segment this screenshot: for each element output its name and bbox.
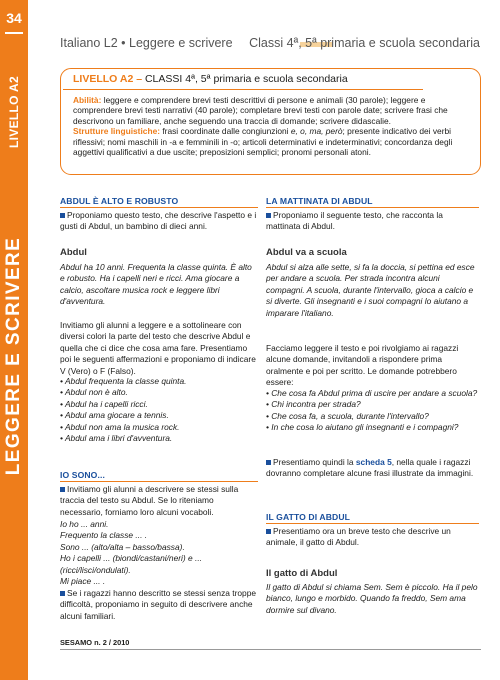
bullet-square-icon (60, 591, 65, 596)
traccia-list (60, 519, 258, 587)
statement-item: • Abdul non è alto. (60, 387, 128, 398)
text-body-gatto: Il gatto di Abdul si chiama Sem. Sem è piccolo. Ha il pelo bianco, lungo e morbido. Quando fa freddo, Sem ama dormire sul divano. (266, 582, 478, 615)
traccia-item: Sono ... (alto/alta – basso/bassa). (60, 541, 185, 552)
level-box-body (73, 95, 473, 157)
statement-item: • Abdul non ama la musica rock. (60, 421, 180, 432)
scheda-link[interactable]: scheda 5 (355, 457, 392, 467)
strutture-text-1: frasi coordinate dalle congiunzioni (160, 126, 291, 137)
page-number: 34 (6, 10, 22, 26)
scheda-paragraph: Presentiamo quindi la scheda 5, nella quale i ragazzi dovranno completare alcune frasi illustrate da immagini. (266, 457, 474, 479)
section-title-rule (60, 481, 258, 482)
questions-list (266, 388, 479, 434)
section-title-io-sono: IO SONO... (60, 470, 105, 480)
intro-paragraph: Proponiamo questo testo, che descrive l'aspetto e i gusti di Abdul, un bambino di dieci anni. (60, 210, 257, 232)
bullet-square-icon (60, 487, 65, 492)
text-title-gatto: Il gatto di Abdul (266, 568, 338, 579)
bullet-square-icon (266, 529, 271, 534)
text-title-va-a-scuola: Abdul va a scuola (266, 247, 347, 258)
io-sono-paragraph: Invitiamo gli alunni a descrivere se stessi sulla traccia del testo su Abdul. Se lo riteniamo necessario, forniamo loro alcuni vocaboli. (60, 484, 239, 517)
running-header (60, 36, 480, 54)
traccia-item: Frequento la classe ... . (60, 530, 148, 541)
bullet-square-icon (60, 213, 65, 218)
abilita-text: leggere e comprendere brevi testi descrittivi di persone e animali (30 parole); leggere e comprendere brevi testi narrativi (40 parole); completare brevi testi con parole date; scrivere frasi che descrivono un familiare, anche seguendo una traccia di domande; scrivere didascalie. (73, 95, 448, 126)
section-title-rule (60, 207, 258, 208)
footer-rule (60, 649, 481, 650)
question-item: • Che cosa fa, a scuola, durante l'intervallo? (266, 410, 429, 421)
statements-list (60, 376, 258, 444)
section-title-rule (266, 207, 479, 208)
statement-item: • Abdul frequenta la classe quinta. (60, 376, 187, 386)
bullet-square-icon (266, 213, 271, 218)
bullet-square-icon (266, 460, 271, 465)
statement-item: • Abdul ha i capelli ricci. (60, 398, 148, 409)
strutture-conjunctions: e, o, ma, però (290, 126, 343, 137)
level-label: LIVELLO A2 – (73, 73, 143, 85)
strutture-label: Strutture linguistiche: (73, 126, 161, 137)
level-box-rule (63, 89, 423, 90)
strutture-text-2: ; presente indicativo dei verbi riflessivi; nomi maschili in -a e femminili in -o; articoli determinativi e indeterminativi; concordanza degli aggettivi qualificativi a due uscite; preposizioni semplici; pronomi personali atoni. (73, 126, 453, 158)
question-item: • Chi incontra per strada? (266, 399, 361, 410)
section-title-mattinata: LA MATTINATA DI ABDUL (266, 196, 373, 206)
header-left: Italiano L2 • Leggere e scrivere (60, 36, 233, 50)
sidebar-level-label: LIVELLO A2 (7, 76, 21, 148)
section-title-abdul-alto: ABDUL È ALTO E ROBUSTO (60, 196, 179, 206)
text-title-abdul: Abdul (60, 247, 87, 258)
abilita-label: Abilità: (73, 95, 102, 105)
traccia-item: Io ho ... anni. (60, 519, 109, 529)
question-item: • Che cosa fa Abdul prima di uscire per andare a scuola? (266, 388, 478, 398)
text-body-abdul: Abdul ha 10 anni. Frequenta la classe quinta. È alto e robusto. Ha i capelli neri e ricci. Ama giocare a calcio, ascoltare musica rock e leggere libri d'avventura. (60, 262, 252, 307)
familiari-paragraph: Se i ragazzi hanno descritto se stessi senza troppe difficoltà, proponiamo in seguito di descrivere anche alcuni familiari. (60, 588, 257, 621)
level-box (60, 68, 481, 175)
classes-label: CLASSI 4ª, 5ª primaria e scuola secondaria (144, 73, 348, 85)
page-number-rule (5, 32, 23, 34)
statement-item: • Abdul ama i libri d'avventura. (60, 433, 173, 444)
mattinata-intro: Proponiamo il seguente testo, che racconta la mattinata di Abdul. (266, 210, 443, 232)
gatto-intro: Presentiamo ora un breve testo che descrive un animale, il gatto di Abdul. (266, 526, 451, 548)
footer-publication: SESAMO n. 2 / 2010 (60, 638, 130, 647)
activity-paragraph: Invitiamo gli alunni a leggere e a sottolineare con diversi colori la parte del testo che descrive Abdul e quella che ci dice che cosa ama fare. Presentiamo poi le seguenti affermazioni e proponiamo di indicare V (Vero) o F (Falso). (60, 320, 256, 376)
domande-paragraph: Facciamo leggere il testo e poi rivolgiamo ai ragazzi alcune domande, invitandoli a rispondere prima oralmente e poi per scritto. Le domande potrebbero essere: (266, 343, 459, 388)
traccia-item: Mi piace ... . (60, 576, 106, 587)
section-title-rule (266, 523, 479, 524)
section-title-gatto: IL GATTO DI ABDUL (266, 512, 350, 522)
text-body-va-a-scuola: Abdul si alza alle sette, si fa la doccia, si pettina ed esce per andare a scuola. Per strada incontra alcuni compagni. A scuola, durante l'intervallo, gioca a calcio e si diverte. Gli insegnanti e i suoi compagni lo aiutano a imparare l'italiano. (266, 262, 475, 318)
level-box-heading (73, 73, 348, 88)
traccia-item: Ho i capelli ... (biondi/castani/neri) e ... (ricci/lisci/ondulati). (60, 553, 202, 575)
sidebar-section-label: LEGGERE E SCRIVERE (3, 236, 24, 476)
header-right: Classi 4ª, 5ª primaria e scuola secondaria (249, 36, 480, 50)
question-item: • In che cosa lo aiutano gli insegnanti e i compagni? (266, 422, 459, 433)
statement-item: • Abdul ama giocare a tennis. (60, 410, 169, 421)
